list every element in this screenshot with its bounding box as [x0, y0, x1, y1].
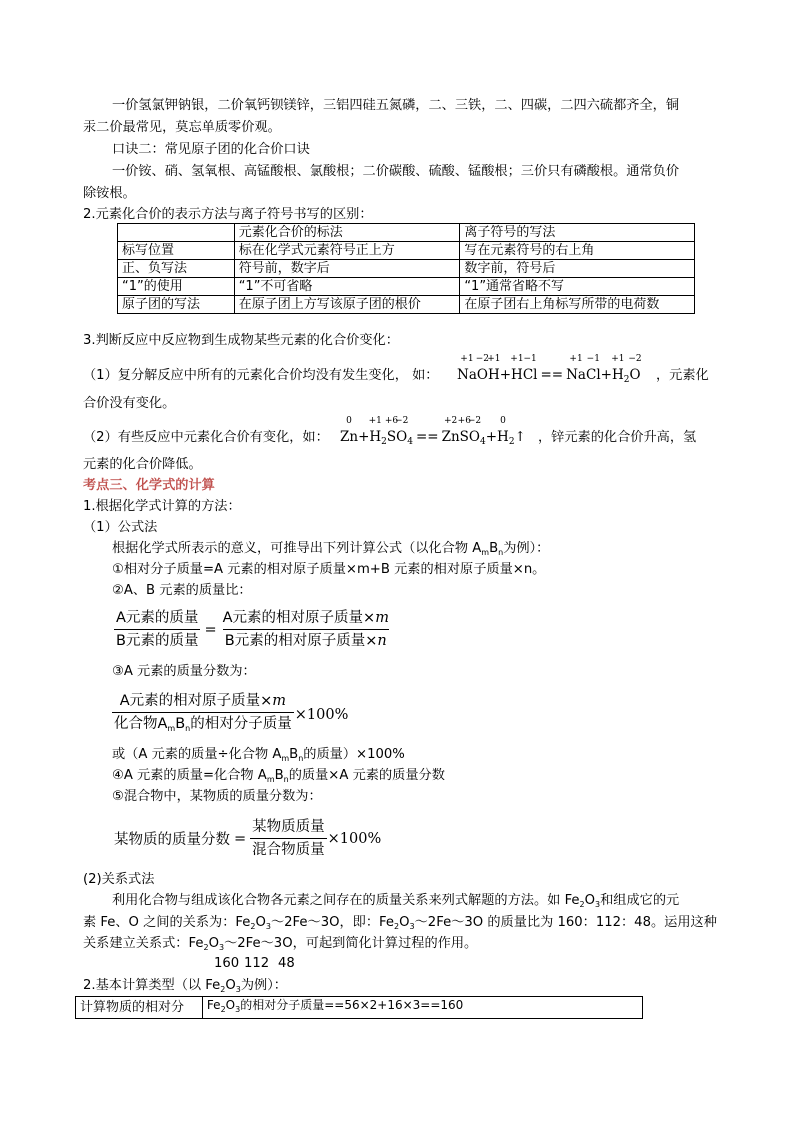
- element-symbol: H: [487, 367, 500, 383]
- text: O: [225, 978, 236, 993]
- element-symbol: Cl: [522, 367, 538, 383]
- formula-item1: ①相对分子质量=A 元素的相对原子质量×m+B 元素的相对原子质量×n。: [112, 562, 546, 577]
- text: 为例）：: [503, 541, 550, 556]
- equals-sign: =: [234, 830, 247, 847]
- text: B: [175, 716, 186, 732]
- section2-title: 2.元素化合价的表示方法与离子符号书写的区别：: [83, 207, 373, 222]
- text: O: [584, 893, 596, 908]
- table-row: [76, 997, 643, 1019]
- table-cell: [118, 224, 235, 242]
- ox-label: −1: [586, 354, 600, 364]
- element-symbol: H: [369, 429, 382, 445]
- element-symbol: O: [476, 367, 488, 383]
- ox-label: +1: [368, 416, 382, 426]
- times-percent: ×100%: [294, 707, 349, 723]
- subscript: m: [167, 724, 176, 733]
- plus-sign: +: [600, 367, 612, 383]
- numerator: [221, 608, 391, 629]
- table-cell: “1”的使用: [118, 278, 235, 296]
- subscript: n: [298, 754, 304, 763]
- mass-48: 48: [278, 956, 295, 971]
- table-cell: 数字前，符号后: [460, 260, 695, 278]
- subscript: n: [185, 724, 191, 733]
- element-symbol: O: [396, 429, 408, 445]
- plus-sign: +: [358, 429, 370, 445]
- text: 利用化合物与组成该化合物各元素之间存在的质量关系来列式解题的方法。如 Fe: [112, 893, 580, 908]
- text: 2.基本计算类型（以 Fe: [83, 978, 221, 993]
- ox-label: +6: [457, 416, 471, 426]
- ox-label: 0: [346, 416, 352, 426]
- mnemonic2-line2: 除铵根。: [83, 186, 136, 201]
- subscript: 2: [508, 437, 515, 447]
- table-cell: 标写位置: [118, 242, 235, 260]
- table-cell: 正、负写法: [118, 260, 235, 278]
- point1-equation: [457, 354, 642, 385]
- calc-table: [75, 996, 643, 1019]
- point1-line2: 合价没有变化。: [83, 396, 176, 411]
- element-symbol: Cl: [585, 367, 601, 383]
- variable: n: [377, 633, 387, 649]
- formula-intro: [112, 540, 549, 562]
- point2-prefix: （2）有些反应中元素化合价有变化，如：: [83, 430, 329, 445]
- element-symbol: S: [386, 429, 397, 445]
- table-cell: 写在元素符号的右上角: [460, 242, 695, 260]
- ox-label: −1: [523, 354, 537, 364]
- mixture-fraction-formula: [114, 817, 385, 860]
- mnemonic1-line2: 汞二价最常见，莫忘单质零价观。: [83, 120, 281, 135]
- equals-sign: ==: [415, 429, 439, 445]
- text: 的质量）×100%: [303, 747, 405, 762]
- subscript: 2: [381, 437, 387, 447]
- fraction: [221, 608, 391, 651]
- denominator: 混合物质量: [250, 838, 327, 860]
- table-cell: 离子符号的写法: [460, 224, 695, 242]
- mnemonic2-line1: 一价铵、硝、氢氧根、高锰酸根、氯酸根；二价碳酸、硫酸、锰酸根；三价只有磷酸根。通常负价: [112, 164, 680, 179]
- text: Fe: [206, 998, 221, 1012]
- mass-112: 112: [244, 956, 270, 971]
- table-cell: 在原子团上方写该原子团的根价: [234, 296, 460, 314]
- mass-ratio-formula: [114, 608, 391, 651]
- formula-left: 某物质的质量分数: [114, 832, 230, 848]
- relation-line2: [83, 914, 717, 936]
- gas-arrow-icon: ↑: [514, 429, 526, 445]
- subscript: 3: [235, 1005, 241, 1014]
- table-row: [118, 260, 695, 278]
- ox-label: +1: [487, 354, 501, 364]
- table-cell: 在原子团右上角标写所带的电荷数: [460, 296, 695, 314]
- element-symbol: H: [497, 429, 509, 445]
- ox-label: −2: [395, 416, 409, 426]
- text: 化合物A: [114, 716, 168, 732]
- mnemonic1-line1: 一价氢氯钾钠银，二价氧钙钡镁锌，三铝四硅五氮磷，二、三铁，二、四碳，二四六硫都齐全，铜: [112, 98, 680, 113]
- numerator: [118, 691, 288, 712]
- element-symbol: H: [511, 367, 523, 383]
- table-cell: 元素化合价的标法: [234, 224, 460, 242]
- point2-suffix: ，锌元素的化合价升高，氢: [538, 430, 697, 445]
- ox-label: +1: [569, 354, 583, 364]
- section3-title: 3.判断反应中反应物到生成物某些元素的化合价变化：: [83, 333, 399, 348]
- equals-sign: ==: [540, 367, 564, 383]
- table-cell: 原子团的写法: [118, 296, 235, 314]
- text: ④A 元素的质量=化合物 A: [112, 768, 267, 783]
- formula-item3: ③A 元素的质量分数为：: [112, 664, 256, 679]
- element-symbol: O: [629, 367, 641, 383]
- variable: m: [375, 610, 389, 626]
- subscript: 4: [480, 437, 486, 447]
- text: B: [289, 747, 299, 762]
- subscript: 3: [409, 922, 415, 931]
- text: 的质量×A 元素的质量分数: [288, 768, 445, 783]
- text: 和组成它的元: [600, 893, 680, 908]
- element-symbol: S: [459, 429, 469, 445]
- subscript: 2: [203, 943, 209, 952]
- subscript: 3: [235, 985, 241, 994]
- element-symbol: H: [611, 367, 624, 383]
- subscript: 4: [407, 437, 413, 447]
- element-symbol: O: [468, 429, 480, 445]
- plus-sign: +: [485, 429, 498, 445]
- fraction: [250, 817, 327, 860]
- table-cell: 计算物质的相对分: [76, 997, 203, 1019]
- text: 根据化学式所表示的意义，可推导出下列计算公式（以化合物 A: [112, 541, 482, 556]
- ox-label: +6: [384, 416, 399, 426]
- table-row: [118, 278, 695, 296]
- text: O: [225, 998, 236, 1012]
- text: B: [489, 541, 499, 556]
- text: O: [208, 936, 219, 951]
- subscript: 2: [220, 1005, 226, 1014]
- subscript: 3: [218, 943, 225, 952]
- subscript: m: [266, 775, 275, 784]
- ox-label: +1: [510, 354, 524, 364]
- table-cell: 标在化学式元素符号正上方: [234, 242, 460, 260]
- plus-sign: +: [499, 367, 512, 383]
- s1-title: 1.根据化学式计算的方法：: [83, 499, 241, 514]
- element-symbol: Na: [566, 367, 586, 383]
- compare-table: [117, 223, 695, 314]
- relation-line3: [83, 935, 477, 957]
- numerator: A元素的质量: [116, 610, 199, 626]
- formula-alt: [112, 746, 405, 768]
- formula-method-title: （1）公式法: [83, 520, 158, 535]
- kaodian3-heading: 考点三、化学式的计算: [83, 478, 215, 493]
- ox-label: 0: [500, 416, 506, 426]
- denominator: B元素的质量: [114, 629, 200, 651]
- subscript: 3: [595, 900, 601, 909]
- subscript: m: [281, 754, 290, 763]
- text: O: [255, 915, 266, 930]
- text: B元素的相对原子质量×: [224, 633, 378, 649]
- equals-sign: =: [204, 621, 217, 638]
- table-cell: 符号前，数字后: [234, 260, 460, 278]
- mass-fraction-formula: [112, 691, 352, 739]
- ox-label: −2: [467, 416, 482, 426]
- text: ～2Fe～3O，可起到简化计算过程的作用。: [224, 936, 478, 951]
- text: ～2Fe～3O 的质量比为 160：112：48。运用这种: [414, 915, 717, 930]
- subscript: 2: [579, 900, 585, 909]
- text: 为例）：: [240, 978, 287, 993]
- relation-line1: [112, 892, 679, 914]
- denominator: [223, 629, 389, 651]
- text: 或（A 元素的质量÷化合物 A: [112, 747, 282, 762]
- text: O: [399, 915, 410, 930]
- subscript: m: [481, 548, 490, 557]
- text: 关系建立关系式：Fe: [83, 936, 204, 951]
- point1-prefix: （1）复分解反应中所有的元素化合价均没有发生变化， 如：: [83, 368, 439, 383]
- subscript: 3: [265, 922, 271, 931]
- subscript: 2: [623, 375, 630, 385]
- numerator: 某物质质量: [252, 819, 325, 835]
- denominator: [112, 712, 294, 739]
- times-percent: ×100%: [327, 830, 382, 847]
- table-cell: “1”通常省略不写: [460, 278, 695, 296]
- variable: m: [272, 693, 287, 709]
- table-cell: “1”不可省略: [234, 278, 460, 296]
- subscript: n: [498, 548, 504, 557]
- point2-equation: [340, 416, 526, 447]
- mnemonic2-heading: 口诀二：常见原子团的化合价口诀: [112, 142, 310, 157]
- formula-item4: [112, 767, 445, 789]
- ox-label: +2: [443, 416, 458, 426]
- ox-label: −2: [628, 354, 642, 364]
- element-symbol: Zn: [340, 429, 359, 445]
- mass-160: 160: [214, 956, 240, 971]
- table-row: [118, 242, 695, 260]
- text: A元素的相对原子质量×: [119, 693, 273, 709]
- ox-label: +1: [611, 354, 625, 364]
- fraction: [112, 691, 294, 739]
- text: 的相对分子质量==56×2+16×3==160: [240, 998, 464, 1012]
- text: B: [274, 768, 284, 783]
- text: 的相对分子质量: [190, 716, 292, 732]
- ox-label: +1: [460, 354, 474, 364]
- relation-method-title: (2)关系式法: [83, 872, 155, 887]
- table-row: [118, 296, 695, 314]
- point1-suffix: ，元素化: [656, 368, 709, 383]
- subscript: 2: [394, 922, 400, 931]
- ox-label: −2: [475, 354, 490, 364]
- subscript: 2: [250, 922, 256, 931]
- fraction: [114, 608, 200, 651]
- table-header-row: [118, 224, 695, 242]
- element-symbol: Zn: [441, 429, 460, 445]
- table-cell: [202, 997, 642, 1019]
- text: A元素的相对原子质量×: [222, 610, 376, 626]
- element-symbol: Na: [457, 367, 477, 383]
- formula-item5: ⑤混合物中，某物质的质量分数为：: [112, 789, 322, 804]
- text: ～2Fe～3O，即：Fe: [270, 915, 395, 930]
- subscript: n: [283, 775, 289, 784]
- formula-item2: ②A、B 元素的质量比：: [112, 583, 252, 598]
- subscript: 2: [220, 985, 226, 994]
- text: 素 Fe、O 之间的关系为：Fe: [83, 915, 251, 930]
- point2-line2: 元素的化合价降低。: [83, 457, 202, 472]
